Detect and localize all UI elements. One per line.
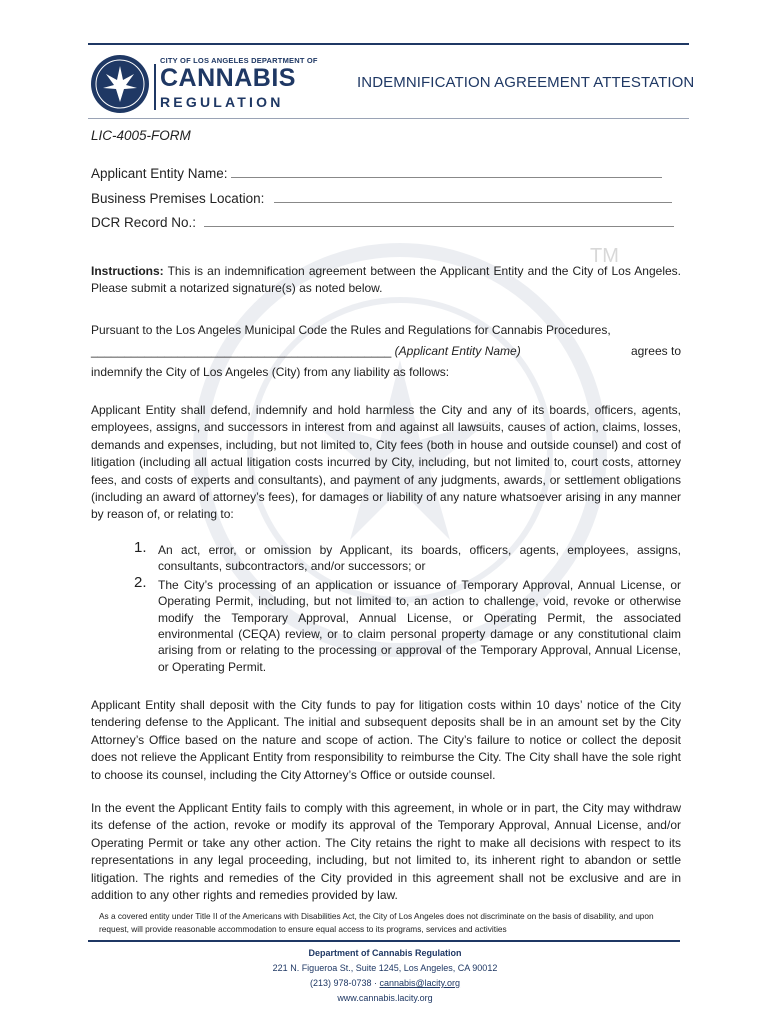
footer-block	[0, 946, 770, 1006]
premises-field[interactable]	[91, 191, 672, 206]
pursuant-agrees: agrees to	[630, 344, 681, 358]
logo-dept-line: CITY OF LOS ANGELES DEPARTMENT OF	[160, 56, 318, 65]
cannabis-leaf-icon	[90, 54, 150, 114]
list-item	[134, 539, 681, 575]
form-id: LIC-4005-FORM	[91, 128, 191, 143]
record-field[interactable]	[91, 215, 674, 230]
list-text: The City’s processing of an application or issuance of Temporary Approval, Annual License, or Operating Permit, including, but not limited to, an action to challenge, void, revoke or otherwise modify the Temporary Approval, Annual License, or Operating Permit, the associated environmental (CEQA) review, or to claim personal property damage or any constitutional claim arising from or relating to the processing or approval of the Temporary Approval, Annual License, or Operating Permit.	[158, 577, 681, 674]
premises-label: Business Premises Location:	[91, 191, 265, 206]
instructions-text: This is an indemnification agreement between the Applicant Entity and the City of Los Angeles. Please submit a notarized signature(s) as noted below.	[91, 264, 681, 296]
logo-divider	[154, 64, 156, 110]
record-label: DCR Record No.:	[91, 215, 197, 230]
defend-paragraph: Applicant Entity shall defend, indemnify and hold harmless the City and any of its boards, officers, agents, employees, assigns, and successors in interest from and against all lawsuits, causes of action, claims, losses, demands and expenses, including, but not limited to, City fees (both in house and outside counsel) and cost of litigation (including all actual litigation costs incurred by City, including, but not limited to, court costs, attorney fees, and costs of experts and consultants), and payment of any judgments, awards, or settlement obligations (including an award of attorney’s fees), for damages or liability of any nature whatsoever arising in any manner by reason of, or relating to:	[91, 403, 681, 522]
list-item	[134, 573, 681, 675]
footer-rule	[88, 940, 680, 942]
list-number: 2.	[134, 573, 147, 591]
premises-line[interactable]	[274, 191, 672, 203]
footer-dept: Department of Cannabis Regulation	[308, 948, 462, 958]
entity-name-label: Applicant Entity Name:	[91, 166, 228, 181]
list-text: An act, error, or omission by Applicant, its boards, officers, agents, employees, assigns, consultants, subcontractors, and/or successors; or	[158, 543, 681, 574]
footer-address: 221 N. Figueroa St., Suite 1245, Los Angeles, CA 90012	[272, 963, 498, 973]
entity-name-line[interactable]	[231, 166, 662, 178]
applicant-blank[interactable]: _____________________________________________	[91, 344, 392, 358]
instructions-lead: Instructions:	[91, 264, 164, 278]
header-subrule	[88, 118, 689, 119]
logo-brand-main: CANNABIS	[160, 64, 296, 92]
dcr-logo	[90, 54, 318, 116]
pursuant-line1: Pursuant to the Los Angeles Municipal Code the Rules and Regulations for Cannabis Procedures,	[91, 323, 611, 337]
document-title: INDEMNIFICATION AGREEMENT ATTESTATION	[357, 74, 695, 91]
header-rule	[88, 43, 689, 45]
footer-contact	[0, 976, 770, 991]
pursuant-line3: indemnify the City of Los Angeles (City) from any liability as follows:	[91, 365, 450, 379]
record-line[interactable]	[204, 215, 674, 227]
entity-name-field[interactable]	[91, 166, 662, 181]
liability-list	[134, 539, 681, 677]
pursuant-paragraph	[91, 320, 681, 383]
event-paragraph: In the event the Applicant Entity fails to comply with this agreement, in whole or in part, the City may withdraw its defense of the action, revoke or modify its approval of the Temporary Approval, Annual License, and/or Operating Permit or take any other action. The City retains the right to make all decisions with respect to its representations in any legal proceeding, including, but not limited to, its inherent right to abandon or settle litigation. The rights and remedies of the City provided in this agreement shall not be exclusive and are in addition to any other rights and remedies provided by law.	[91, 801, 681, 903]
applicant-hint: (Applicant Entity Name)	[394, 344, 521, 358]
list-number: 1.	[134, 539, 147, 556]
watermark-tm: TM	[590, 245, 619, 267]
footer-phone: (213) 978-0738 ·	[309, 978, 380, 988]
deposit-paragraph: Applicant Entity shall deposit with the City funds to pay for litigation costs within 10 days’ notice of the City tendering defense to the Applicant. The initial and subsequent deposits shall be in an amount set by the City Attorney’s Office based on the nature and scope of action. The City’s failure to notice or collect the deposit does not relieve the Applicant Entity from responsibility to reimburse the City. The City shall have the sole right to choose its counsel, including the City Attorney’s Office or outside counsel.	[91, 698, 681, 782]
pursuant-line2	[91, 341, 681, 362]
footer-web[interactable]: www.cannabis.lacity.org	[337, 993, 433, 1003]
footer-email-link[interactable]: cannabis@lacity.org	[379, 978, 461, 988]
logo-brand-sub: REGULATION	[160, 94, 284, 110]
ada-note: As a covered entity under Title II of the Americans with Disabilities Act, the City of Los Angeles does not discriminate on the basis of disability, and upon request, will provide reasonable accommodation to ensure equal access to its programs, services and activities	[99, 911, 654, 934]
instructions-paragraph	[91, 263, 681, 298]
